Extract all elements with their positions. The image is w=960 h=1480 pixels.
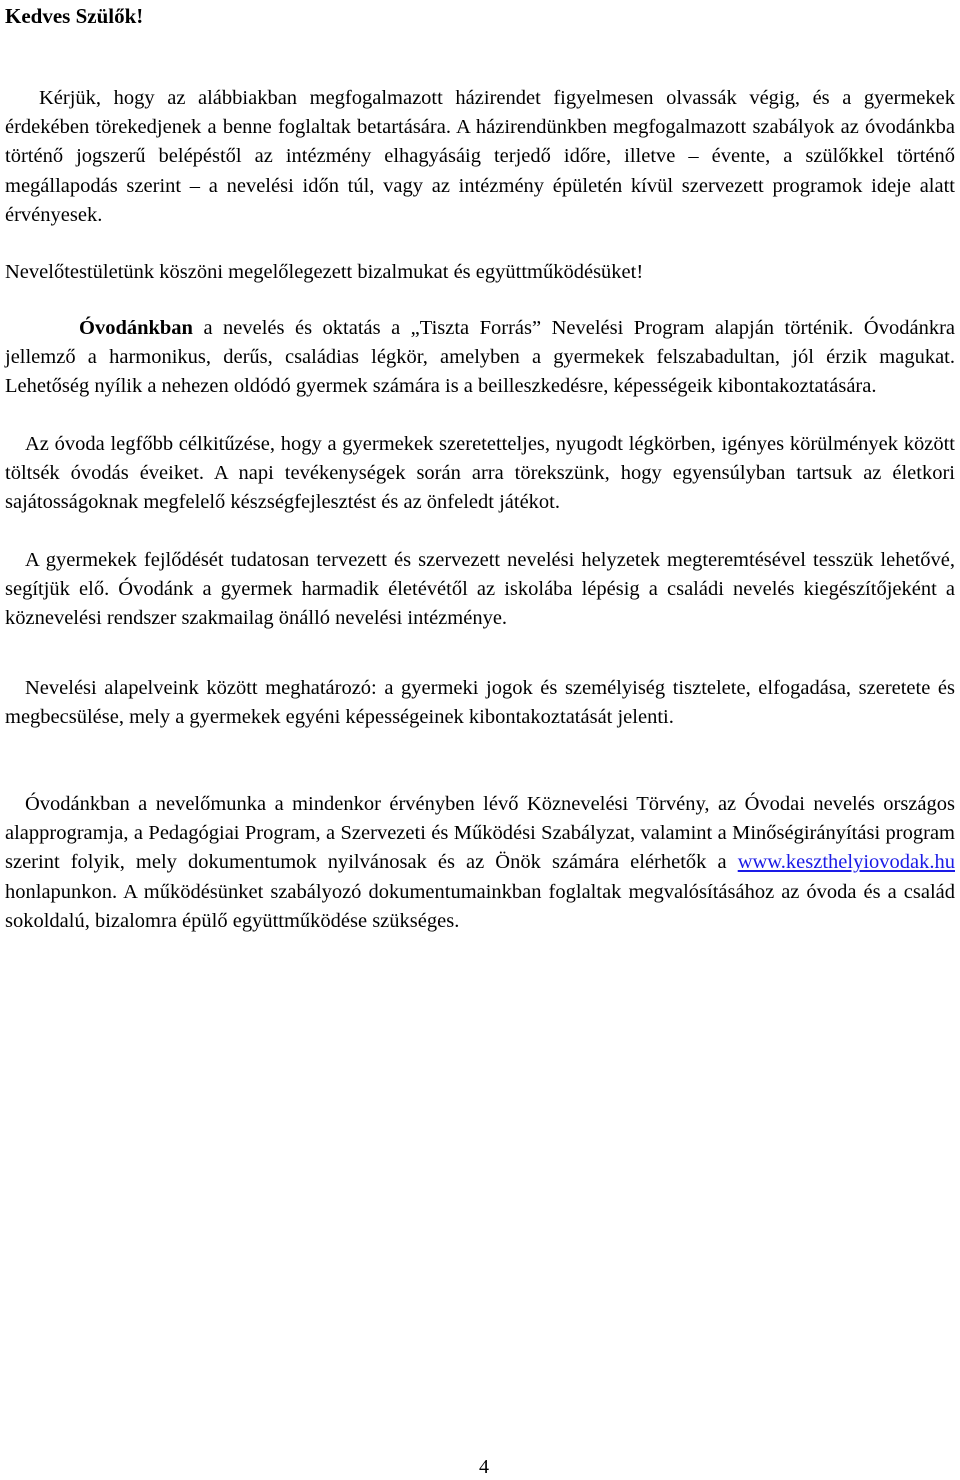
program-text: a nevelés és oktatás a „Tiszta Forrás” Nevelési Program alapján történik. Óvodánkra jellemző a harmonikus, derűs, családias légkör, amelyben a gyermekek felszabadultan, jól érzik magukat. Lehetőség nyílik a nehezen oldódó gyermek számára is a beilleszkedésre, képességeik kibontakoztatására. xyxy=(5,317,955,398)
principles-paragraph: Nevelési alapelveink között meghatározó: a gyermeki jogok és személyiség tisztelete, elfogadása, szeretete és megbecsülése, mely a gyermekek egyéni képességeinek kibontakoztatását jelenti. xyxy=(5,677,955,729)
greeting-heading: Kedves Szülők! xyxy=(5,4,144,28)
program-lead: Óvodánkban xyxy=(79,317,193,339)
goal-paragraph: Az óvoda legfőbb célkitűzése, hogy a gyermekek szeretetteljes, nyugodt légkörben, igényes körülmények között töltsék óvodás éveiket. A napi tevékenységek során arra törekszünk, hogy egyensúlyban tartsuk az életkori sajátosságoknak megfelelő készségfejlesztést és az önfeledt játékot. xyxy=(5,433,955,514)
document-page xyxy=(5,0,955,1480)
intro-paragraph: Kérjük, hogy az alábbiakban megfogalmazott házirendet figyelmesen olvassák végig, és a gyermekek érdekében törekedjenek a benne foglaltak betartására. A házirendünkben megfogalmazott szabályok az óvodánkba történő jogszerű belépéstől az intézmény elhagyásáig terjedő időre, illetve – évente, a szülőkkel történő megállapodás szerint – a nevelési időn túl, vagy az intézmény épületén kívül szervezett programok ideje alatt érvényesek. xyxy=(5,87,955,226)
website-link[interactable]: www.keszthelyiovodak.hu xyxy=(737,851,955,874)
page-number: 4 xyxy=(479,1456,489,1478)
documents-paragraph xyxy=(5,790,955,936)
documents-text-after: honlapunkon. A működésünket szabályozó dokumentumainkban foglaltak megvalósításához az óvoda és a család sokoldalú, bizalomra épülő együttműködése szükséges. xyxy=(5,880,955,932)
program-paragraph xyxy=(5,314,955,402)
development-paragraph: A gyermekek fejlődését tudatosan tervezett és szervezett nevelési helyzetek megteremtésével tesszük lehetővé, segítjük elő. Óvodánk a gyermek harmadik életévétől az iskolába lépésig a családi nevelés kiegészítőjeként a köznevelési rendszer szakmailag önálló nevelési intézménye. xyxy=(5,549,955,630)
thanks-paragraph: Nevelőtestületünk köszöni megelőlegezett bizalmukat és együttműködésüket! xyxy=(5,261,644,283)
documents-text-before: Óvodánkban a nevelőmunka a mindenkor érvényben lévő Köznevelési Törvény, az Óvodai nevelés országos alapprogramja, a Pedagógiai Program, a Szervezeti és Működési Szabályzat, valamint a Minőségirányítási program szerint folyik, mely dokumentumok nyilvánosak és az Önök számára elérhetők a xyxy=(5,793,955,874)
